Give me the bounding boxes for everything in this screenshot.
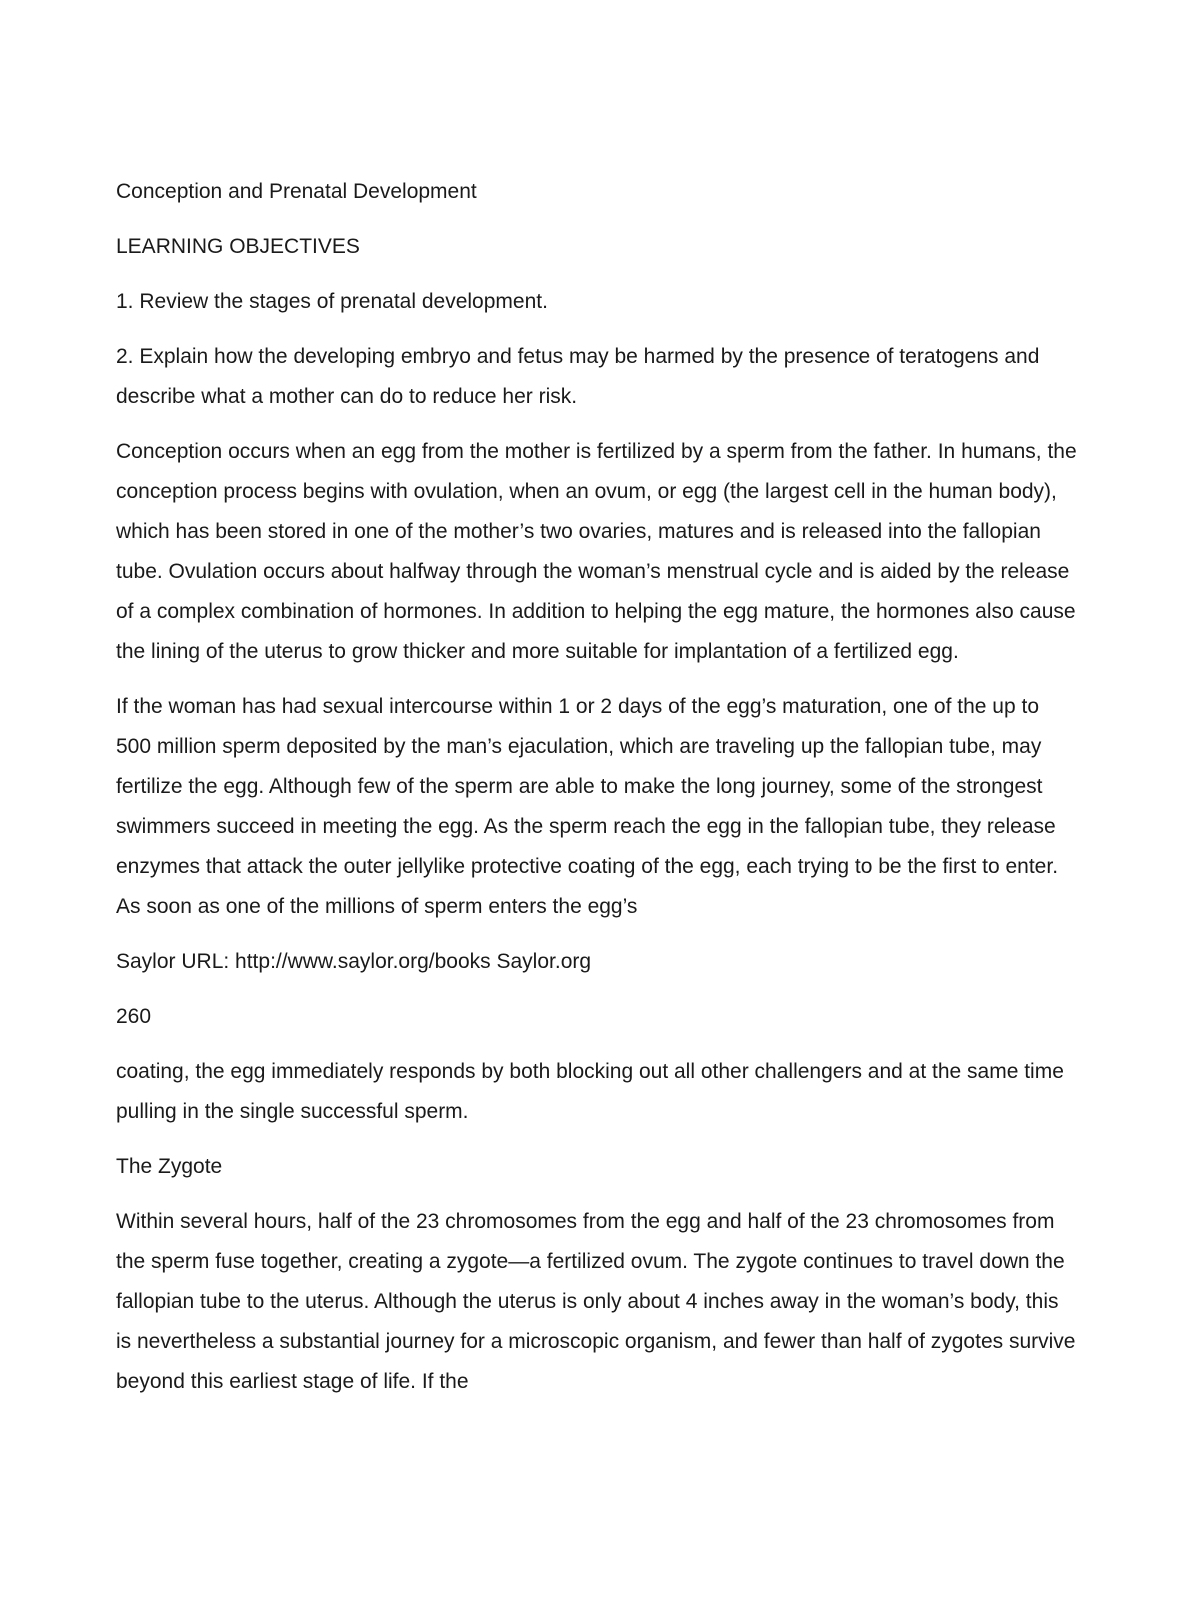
body-paragraph-4: Within several hours, half of the 23 chromosomes from the egg and half of the 23 chromosomes from the sperm fuse together, creating a zygote—a fertilized ovum. The zygote continues to travel down the fallopian tube to the uterus. Although the uterus is only about 4 inches away in the woman’s body, this is nevertheless a substantial journey for a microscopic organism, and fewer than half of zygotes survive beyond this earliest stage of life. If the bbox=[116, 1210, 1076, 1393]
objective-item-2: 2. Explain how the developing embryo and fetus may be harmed by the presence of teratogens and describe what a mother can do to reduce her risk. bbox=[116, 345, 1040, 408]
section-heading-zygote: The Zygote bbox=[116, 1155, 223, 1178]
body-paragraph-3: coating, the egg immediately responds by both blocking out all other challengers and at the same time pulling in the single successful sperm. bbox=[116, 1060, 1064, 1123]
objectives-heading: LEARNING OBJECTIVES bbox=[116, 235, 360, 258]
document-title: Conception and Prenatal Development bbox=[116, 180, 477, 203]
body-paragraph-1: Conception occurs when an egg from the mother is fertilized by a sperm from the father. In humans, the conception process begins with ovulation, when an ovum, or egg (the largest cell in the human body), which has been stored in one of the mother’s two ovaries, matures and is released into the fallopian tube. Ovulation occurs about halfway through the woman’s menstrual cycle and is aided by the release of a complex combination of hormones. In addition to helping the egg mature, the hormones also cause the lining of the uterus to grow thicker and more suitable for implantation of a fertilized egg. bbox=[116, 440, 1077, 663]
document-page bbox=[116, 172, 1078, 1417]
page-number: 260 bbox=[116, 1005, 152, 1028]
objective-item-1: 1. Review the stages of prenatal development. bbox=[116, 290, 548, 313]
source-footer: Saylor URL: http://www.saylor.org/books Saylor.org bbox=[116, 950, 592, 973]
body-paragraph-2: If the woman has had sexual intercourse within 1 or 2 days of the egg’s maturation, one of the up to 500 million sperm deposited by the man’s ejaculation, which are traveling up the fallopian tube, may fertilize the egg. Although few of the sperm are able to make the long journey, some of the strongest swimmers succeed in meeting the egg. As the sperm reach the egg in the fallopian tube, they release enzymes that attack the outer jellylike protective coating of the egg, each trying to be the first to enter. As soon as one of the millions of sperm enters the egg’s bbox=[116, 695, 1059, 918]
